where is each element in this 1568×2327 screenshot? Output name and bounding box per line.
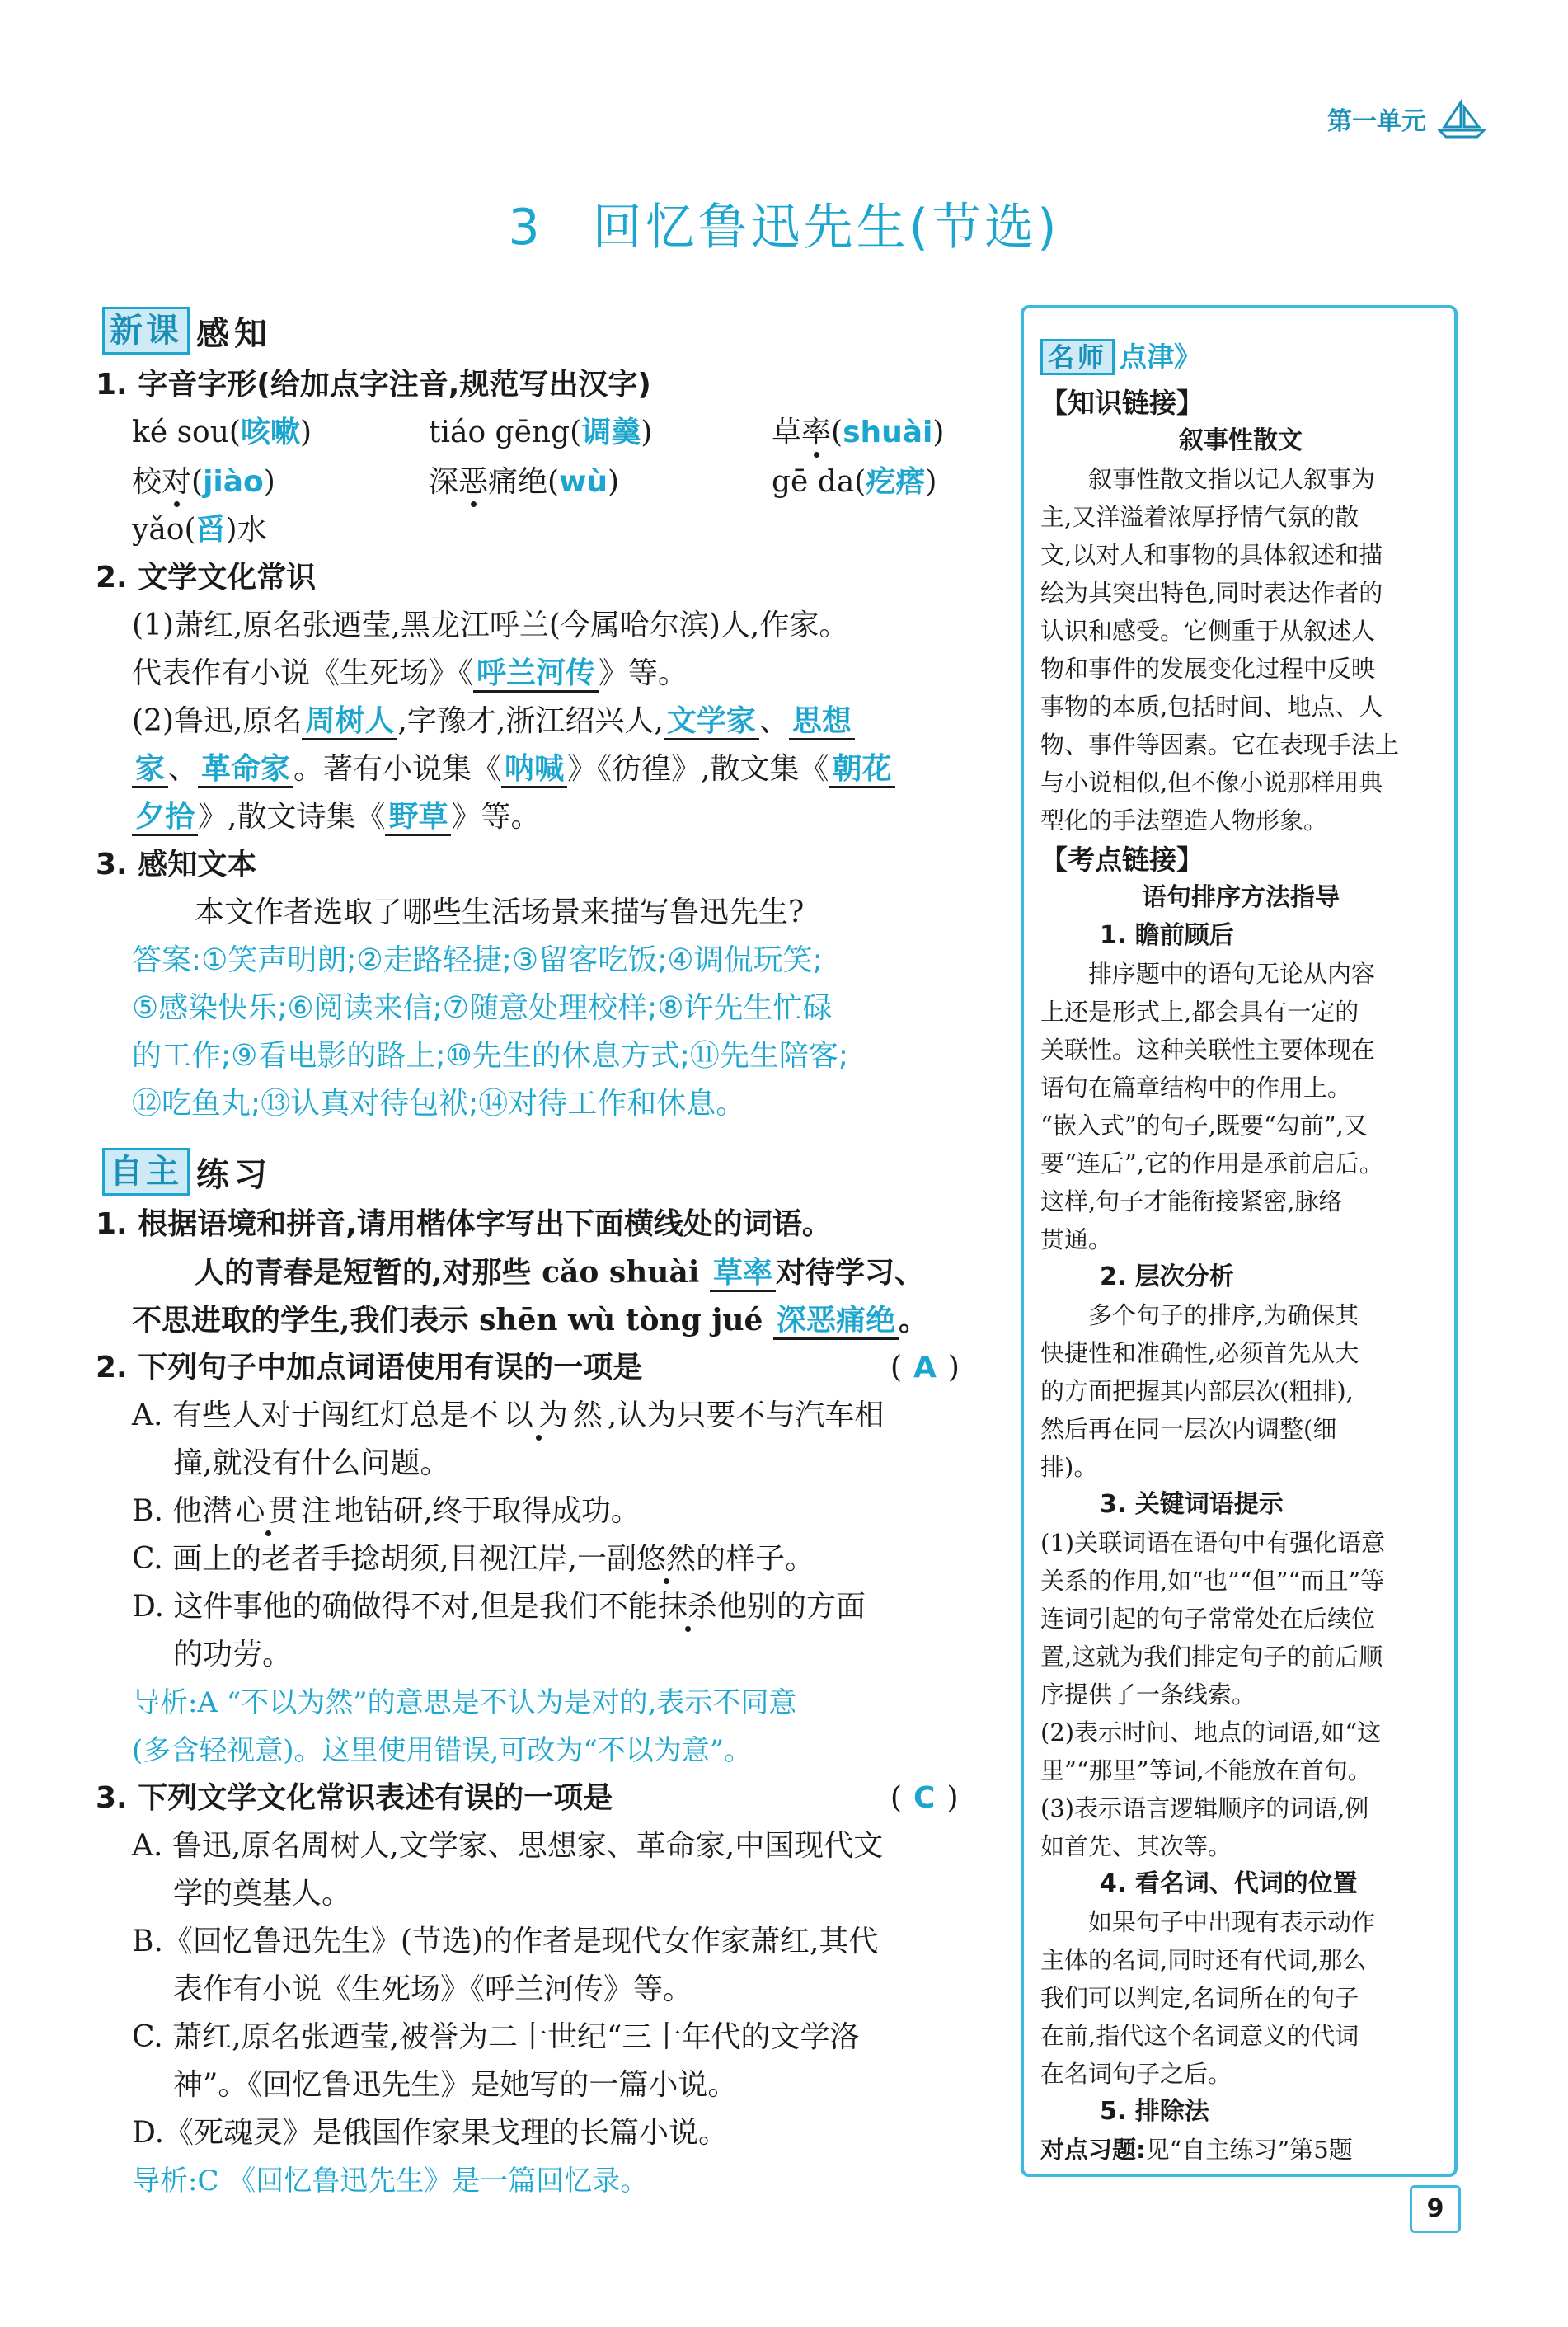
knowledge-line-5: 认识和感受。它侧重于从叙述人: [1040, 617, 1376, 645]
knowledge-line-7: 事物的本质,包括时间、地点、人: [1040, 693, 1383, 721]
e2-option-a-cont: 撞,就没有什么问题。: [173, 1446, 450, 1480]
unit-header: [1327, 99, 1486, 139]
method-2-heading: 2. 层次分析: [1100, 1262, 1234, 1291]
method-3-line-9: 如首先、其次等。: [1040, 1832, 1232, 1860]
e1-line-2: 不思进取的学生,我们表示 shēn wù tòng jué 深恶痛绝 。: [132, 1296, 928, 1345]
e3-option-c-cont: 神”。《回忆鲁迅先生》是她写的一篇小说。: [173, 2068, 738, 2102]
e2-guide-2: (多含轻视意)。这里使用错误,可改为“不以为意”。: [132, 1734, 753, 1767]
e3-option-c: C. 萧红,原名张迺莹,被誉为二十世纪“三十年代的文学洛: [132, 2020, 860, 2054]
section-rest-label: 感知: [196, 315, 272, 353]
knowledge-line-8: 物、事件等因素。它在表现手法上: [1040, 731, 1400, 759]
e3-option-b-cont: 表作有小说《生死场》《呼兰河传》等。: [173, 1972, 693, 2006]
knowledge-line-3: 文,以对人和事物的具体叙述和描: [1040, 541, 1383, 569]
method-1-line-4: 语句在篇章结构中的作用上。: [1040, 1074, 1352, 1102]
e3-option-a-cont: 学的奠基人。: [173, 1877, 352, 1911]
lesson-number: 3: [508, 199, 543, 256]
e3-option-b: B.《回忆鲁迅先生》(节选)的作者是现代女作家萧红,其代: [132, 1925, 879, 1958]
q2-title: 2. 文学文化常识: [96, 561, 317, 595]
q1-item-shenwu: 深恶痛绝(wù): [429, 465, 620, 499]
method-1-line-8: 贯通。: [1040, 1225, 1113, 1253]
q3-answer-2: ⑤感染快乐;⑥阅读来信;⑦随意处理校样;⑧许先生忙碌: [132, 991, 833, 1025]
lesson-title-text: 回忆鲁迅先生(节选): [592, 199, 1060, 256]
method-3-line-5: 序提供了一条线索。: [1040, 1681, 1256, 1709]
knowledge-line-9: 与小说相似,但不像小说那样用典: [1040, 769, 1383, 797]
q1-item-yao: yǎo(舀)水: [132, 513, 267, 547]
method-4-line-3: 我们可以判定,名词所在的句子: [1040, 1984, 1359, 2012]
e2-option-a: A. 有些人对于闯红灯总是不以为然,认为只要不与汽车相: [132, 1399, 885, 1432]
exam-link-heading: 【考点链接】: [1040, 844, 1204, 876]
sidebar-header: 名师 点津》: [1040, 338, 1441, 377]
e2-option-d-cont: 的功劳。: [173, 1638, 293, 1671]
method-1-line-6: 要“连后”,它的作用是承前启后。: [1040, 1149, 1383, 1178]
method-1-line-5: “嵌入式”的句子,既要“勾前”,又: [1040, 1112, 1368, 1140]
e3-option-a: A. 鲁迅,原名周树人,文学家、思想家、革命家,中国现代文: [132, 1829, 884, 1863]
q3-question: 本文作者选取了哪些生活场景来描写鲁迅先生?: [195, 896, 805, 929]
e2-option-d: D. 这件事他的确做得不对,但是我们不能抹杀他别的方面: [132, 1590, 866, 1624]
q2-line-2: 代表作有小说《生死场》《 呼兰河传 》等。: [132, 650, 688, 698]
knowledge-line-6: 物和事件的发展变化过程中反映: [1040, 655, 1376, 683]
method-5-heading: 5. 排除法: [1100, 2097, 1209, 2126]
method-3-line-4: 置,这就为我们排定句子的前后顺: [1040, 1643, 1383, 1671]
e2-guide-1: 导析:A “不以为然”的意思是不认为是对的,表示不同意: [132, 1686, 797, 1719]
method-1-line-3: 关联性。这种关联性主要体现在: [1040, 1036, 1376, 1064]
method-3-heading: 3. 关键词语提示: [1100, 1490, 1284, 1519]
method-3-line-1: (1)关联词语在语句中有强化语意: [1040, 1529, 1386, 1557]
method-1-line-1: 排序题中的语句无论从内容: [1088, 960, 1376, 988]
e1-line-1: 人的青春是短暂的,对那些 cǎo shuài 草率 对待学习、: [195, 1248, 924, 1297]
method-1-line-7: 这样,句子才能衔接紧密,脉络: [1040, 1187, 1343, 1215]
lesson-title: [0, 188, 1568, 259]
section-heading-xinke: [102, 307, 272, 355]
page-number: 9: [1410, 2185, 1461, 2233]
q3-answer-4: ⑫吃鱼丸;⑬认真对待包袱;⑭对待工作和休息。: [132, 1087, 746, 1121]
method-3-line-8: (3)表示语言逻辑顺序的词语,例: [1040, 1794, 1369, 1822]
q2-line-3: (2)鲁迅,原名 周树人 ,字豫才,浙江绍兴人, 文学家 、 思想: [132, 698, 855, 745]
e2-title: 2. 下列句子中加点词语使用有误的一项是: [96, 1351, 643, 1384]
e2-option-b: B. 他潜心贯注地钻研,终于取得成功。: [132, 1494, 641, 1528]
q2-line-5: 夕拾 》,散文诗集《 野草 》等。: [132, 793, 541, 841]
teacher-tips-sidebar: [1021, 305, 1458, 2177]
method-3-line-7: 里”“那里”等词,不能放在首句。: [1040, 1756, 1372, 1784]
q1-item-tiaogeng: tiáo gēng(调羹): [429, 416, 653, 449]
e1-title: 1. 根据语境和拼音,请用楷体字写出下面横线处的词语。: [96, 1207, 832, 1241]
knowledge-line-2: 主,又洋溢着浓厚抒情气氛的散: [1040, 503, 1359, 531]
practice-reference: 对点习题:见“自主练习”第5题: [1040, 2136, 1353, 2164]
q1-item-geda: gē da(疙瘩): [772, 465, 937, 499]
method-2-line-5: 排)。: [1040, 1453, 1098, 1481]
knowledge-line-1: 叙事性散文指以记人叙事为: [1088, 465, 1376, 493]
q2-line-1: (1)萧红,原名张迺莹,黑龙江呼兰(今属哈尔滨)人,作家。: [132, 609, 849, 642]
q1-item-caoshuai: 草率(shuài): [772, 416, 945, 449]
knowledge-line-4: 绘为其突出特色,同时表达作者的: [1040, 579, 1383, 607]
sailboat-icon: [1438, 99, 1486, 139]
section-rest-label: 练习: [196, 1156, 272, 1194]
q1-item-jiaodui: 校对(jiào): [132, 465, 275, 499]
q3-title: 3. 感知文本: [96, 848, 257, 881]
method-1-line-2: 上还是形式上,都会具有一定的: [1040, 998, 1359, 1026]
method-4-line-4: 在前,指代这个名词意义的代词: [1040, 2022, 1359, 2050]
e3-title: 3. 下列文学文化常识表述有误的一项是: [96, 1781, 613, 1815]
method-1-heading: 1. 瞻前顾后: [1100, 921, 1234, 950]
method-4-line-5: 在名词句子之后。: [1040, 2060, 1232, 2088]
q1-item-kesou: ké sou(咳嗽): [132, 416, 312, 449]
method-4-line-2: 主体的名词,同时还有代词,那么: [1040, 1946, 1367, 1974]
method-2-line-4: 然后再在同一层次内调整(细: [1040, 1415, 1337, 1443]
method-2-line-3: 的方面把握其内部层次(粗排),: [1040, 1377, 1354, 1405]
q3-answer-1: 答案:①笑声明朗;②走路轻捷;③留客吃饭;④调侃玩笑;: [132, 943, 823, 977]
e2-choice: ( A ): [890, 1351, 960, 1384]
section-box-label: 自主: [102, 1148, 190, 1196]
knowledge-link-title: 叙事性散文: [1179, 426, 1303, 455]
unit-label: 第一单元: [1327, 107, 1426, 136]
knowledge-line-10: 型化的手法塑造人物形象。: [1040, 806, 1328, 834]
q2-line-4: 家 、 革命家 。著有小说集《 呐喊 》《彷徨》,散文集《 朝花: [132, 745, 895, 793]
e3-choice: ( C ): [890, 1781, 959, 1815]
method-3-line-2: 关系的作用,如“也”“但”“而且”等: [1040, 1567, 1385, 1595]
e3-guide-1: 导析:C 《回忆鲁迅先生》是一篇回忆录。: [132, 2165, 649, 2198]
e3-option-d: D.《死魂灵》是俄国作家果戈理的长篇小说。: [132, 2116, 729, 2150]
q3-answer-3: 的工作;⑨看电影的路上;⑩先生的休息方式;⑪先生陪客;: [132, 1039, 849, 1073]
section-box-label: 新课: [102, 307, 190, 355]
method-2-line-2: 快捷性和准确性,必须首先从大: [1040, 1339, 1359, 1367]
method-3-line-3: 连词引起的句子常常处在后续位: [1040, 1605, 1376, 1633]
exam-link-title: 语句排序方法指导: [1142, 883, 1340, 912]
method-3-line-6: (2)表示时间、地点的词语,如“这: [1040, 1718, 1382, 1746]
q1-title: 1. 字音字形(给加点字注音,规范写出汉字): [96, 368, 651, 402]
method-4-heading: 4. 看名词、代词的位置: [1100, 1869, 1358, 1898]
method-2-line-1: 多个句子的排序,为确保其: [1088, 1301, 1359, 1329]
knowledge-link-heading: 【知识链接】: [1040, 387, 1204, 419]
method-4-line-1: 如果句子中出现有表示动作: [1088, 1908, 1376, 1936]
section-heading-zizhu: [102, 1148, 272, 1196]
e2-option-c: C. 画上的老者手捻胡须,目视江岸,一副悠然的样子。: [132, 1542, 815, 1576]
